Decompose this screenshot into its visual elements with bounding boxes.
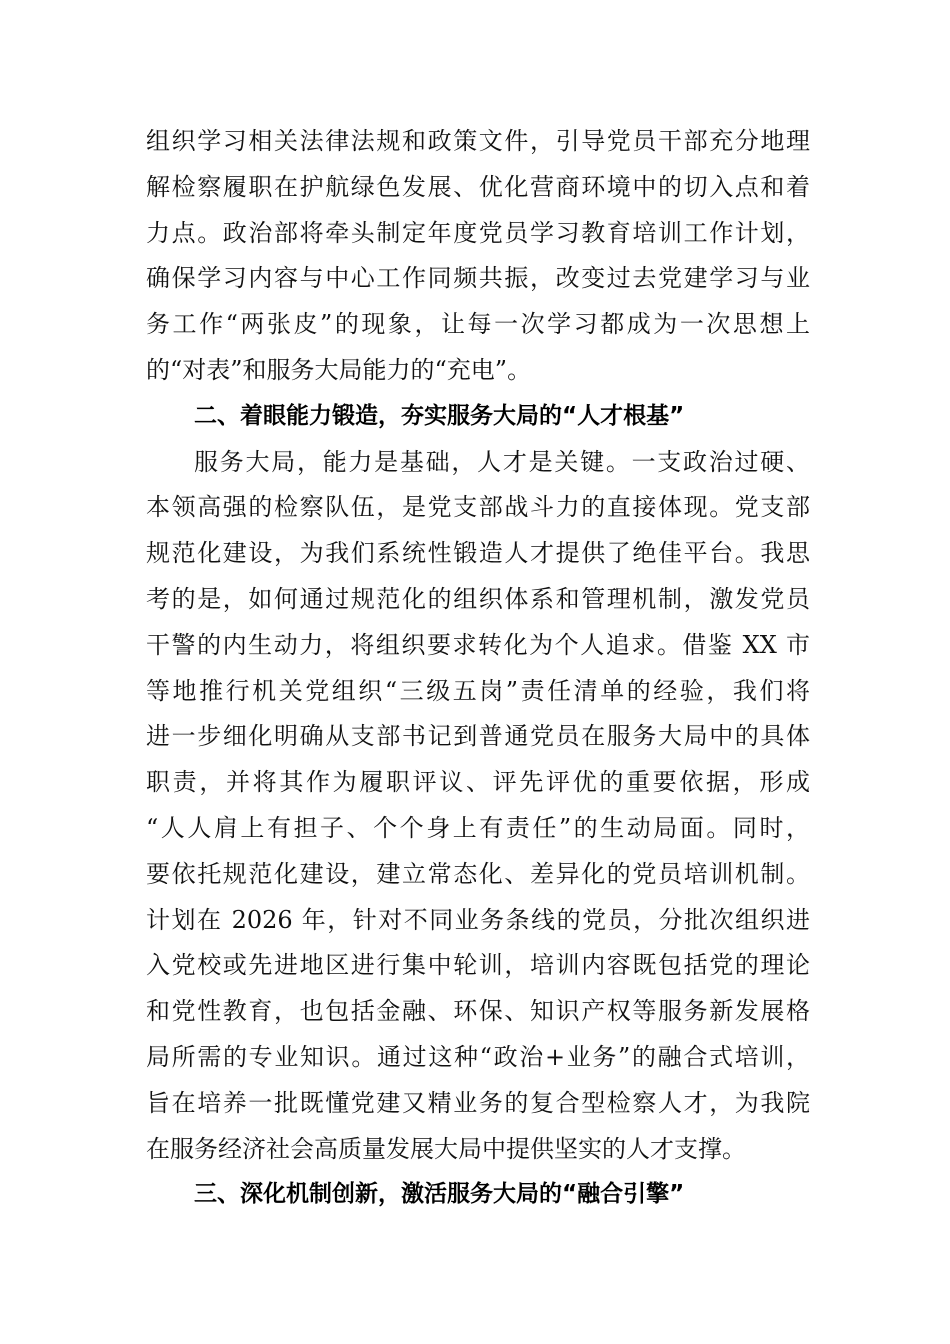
text-line: 服务大局，能力是基础，人才是关键。一支政治过硬、 — [194, 447, 810, 476]
text-line: 职责，并将其作为履职评议、评先评优的重要依据，形成 — [146, 768, 810, 797]
text-line: 的“对表”和服务大局能力的“充电”。 — [146, 355, 532, 384]
text-line: 和党性教育，也包括金融、环保、知识产权等服务新发展格 — [146, 997, 810, 1026]
paragraph-continuation — [146, 119, 810, 394]
text-line: 组织学习相关法律法规和政策文件，引导党员干部充分地理 — [146, 127, 810, 155]
text-line: 本领高强的检察队伍，是党支部战斗力的直接体现。党支部 — [146, 493, 810, 522]
text-line: 进一步细化明确从支部书记到普通党员在服务大局中的具体 — [146, 722, 810, 751]
text-line: “人人肩上有担子、个个身上有责任”的生动局面。同时， — [146, 813, 810, 842]
text-line: 在服务经济社会高质量发展大局中提供坚实的人才支撑。 — [146, 1134, 746, 1163]
text-line: 规范化建设，为我们系统性锻造人才提供了绝佳平台。我思 — [146, 539, 810, 568]
section-heading-2: 二、着眼能力锻造，夯实服务大局的“人才根基” — [194, 402, 685, 429]
text-line: 局所需的专业知识。通过这种“政治+业务”的融合式培训， — [146, 1042, 810, 1071]
text-line: 力点。政治部将牵头制定年度党员学习教育培训工作计划， — [146, 218, 810, 247]
text-line: 要依托规范化建设，建立常态化、差异化的党员培训机制。 — [146, 859, 810, 888]
text-line: 等地推行机关党组织“三级五岗”责任清单的经验，我们将 — [146, 676, 810, 705]
section-heading-3: 三、深化机制创新，激活服务大局的“融合引擎” — [194, 1181, 685, 1208]
text-line: 计划在 2026 年，针对不同业务条线的党员，分批次组织进 — [146, 905, 810, 934]
text-line: 干警的内生动力，将组织要求转化为个人追求。借鉴 XX 市 — [146, 630, 810, 659]
text-line: 入党校或先进地区进行集中轮训，培训内容既包括党的理论 — [146, 951, 810, 980]
text-line: 考的是，如何通过规范化的组织体系和管理机制，激发党员 — [146, 584, 810, 613]
text-line: 确保学习内容与中心工作同频共振，改变过去党建学习与业 — [146, 264, 810, 293]
text-line: 解检察履职在护航绿色发展、优化营商环境中的切入点和着 — [146, 172, 810, 201]
paragraph-section-2 — [146, 440, 810, 1173]
document-body — [146, 119, 810, 1218]
text-line: 旨在培养一批既懂党建又精业务的复合型检察人才，为我院 — [146, 1088, 810, 1117]
text-line: 务工作“两张皮”的现象，让每一次学习都成为一次思想上 — [146, 310, 810, 339]
